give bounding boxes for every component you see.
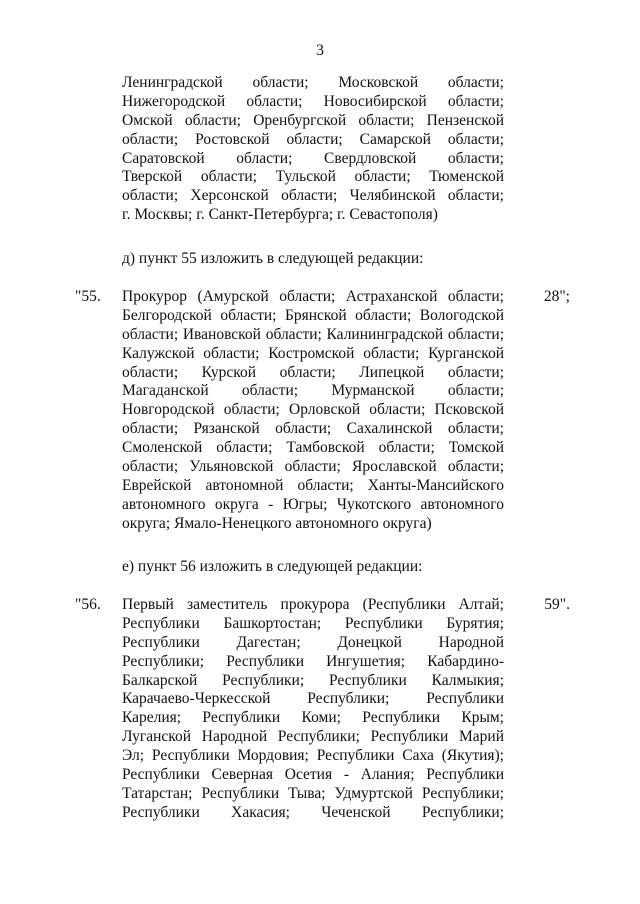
text-line: Республики Башкортостан; Республики Бурятия; <box>122 614 504 632</box>
text-line: автономного округа - Югры; Чукотского автономного <box>122 495 504 513</box>
text-line: Калужской области; Костромской области; Курганской <box>122 344 504 362</box>
instruction-d: д) пункт 55 изложить в следующей редакции: <box>122 250 424 267</box>
text-line: области; Ростовской области; Самарской области; <box>122 130 504 148</box>
text-line: Республики Хакасия; Чеченской Республики; <box>122 803 504 821</box>
item-55-text <box>122 288 504 534</box>
text-line: Омской области; Оренбургской области; Пензенской <box>122 111 504 129</box>
text-line: Республики Северная Осетия - Алания; Республики <box>122 766 504 784</box>
text-line: Республики; Республики Ингушетия; Кабардино- <box>122 652 504 670</box>
text-line: г. Москвы; г. Санкт-Петербурга; г. Севастополя) <box>122 206 438 224</box>
text-line: Саратовской области; Свердловской области; <box>122 149 504 167</box>
text-line: Нижегородской области; Новосибирской области; <box>122 92 504 110</box>
item-55-value: 28"; <box>543 288 570 305</box>
text-line: Прокурор (Амурской области; Астраханской области; <box>122 288 504 305</box>
text-line: области; Рязанской области; Сахалинской области; <box>122 420 504 438</box>
continuation-paragraph <box>122 74 504 225</box>
text-line: Татарстан; Республики Тыва; Удмуртской Республики; <box>122 784 504 802</box>
text-line: области; Курской области; Липецкой области; <box>122 363 504 381</box>
text-line: Смоленской области; Тамбовской области; Томской <box>122 439 504 457</box>
text-line: Первый заместитель прокурора (Республики Алтай; <box>122 596 504 613</box>
text-line: области; Ульяновской области; Ярославской области; <box>122 458 504 476</box>
text-line: Еврейской автономной области; Ханты-Мансийского <box>122 476 504 494</box>
instruction-e: е) пункт 56 изложить в следующей редакции: <box>122 558 423 575</box>
text-line: Тверской области; Тульской области; Тюменской <box>122 168 504 186</box>
text-line: Луганской Народной Республики; Республики Марий <box>122 728 504 746</box>
text-line: Магаданской области; Мурманской области; <box>122 382 504 400</box>
text-line: области; Ивановской области; Калининградской области; <box>122 325 504 343</box>
text-line: округа; Ямало-Ненецкого автономного округа) <box>122 514 432 532</box>
text-line: Карелия; Республики Коми; Республики Крым; <box>122 709 504 727</box>
text-line: Новгородской области; Орловской области; Псковской <box>122 401 504 419</box>
page-number: 3 <box>316 42 324 59</box>
item-56-value: 59". <box>544 596 570 613</box>
item-55-number: "55. <box>75 288 101 305</box>
item-56-text <box>122 596 504 823</box>
text-line: Республики Дагестан; Донецкой Народной <box>122 633 504 651</box>
text-line: Карачаево-Черкесской Республики; Республики <box>122 690 504 708</box>
text-line: Эл; Республики Мордовия; Республики Саха (Якутия); <box>122 747 504 765</box>
text-line: Балкарской Республики; Республики Калмыкия; <box>122 671 504 689</box>
text-line: области; Херсонской области; Челябинской области; <box>122 187 504 205</box>
text-line: Ленинградской области; Московской области; <box>122 74 504 91</box>
item-56-number: "56. <box>75 596 101 613</box>
text-line: Белгородской области; Брянской области; Вологодской <box>122 306 504 324</box>
